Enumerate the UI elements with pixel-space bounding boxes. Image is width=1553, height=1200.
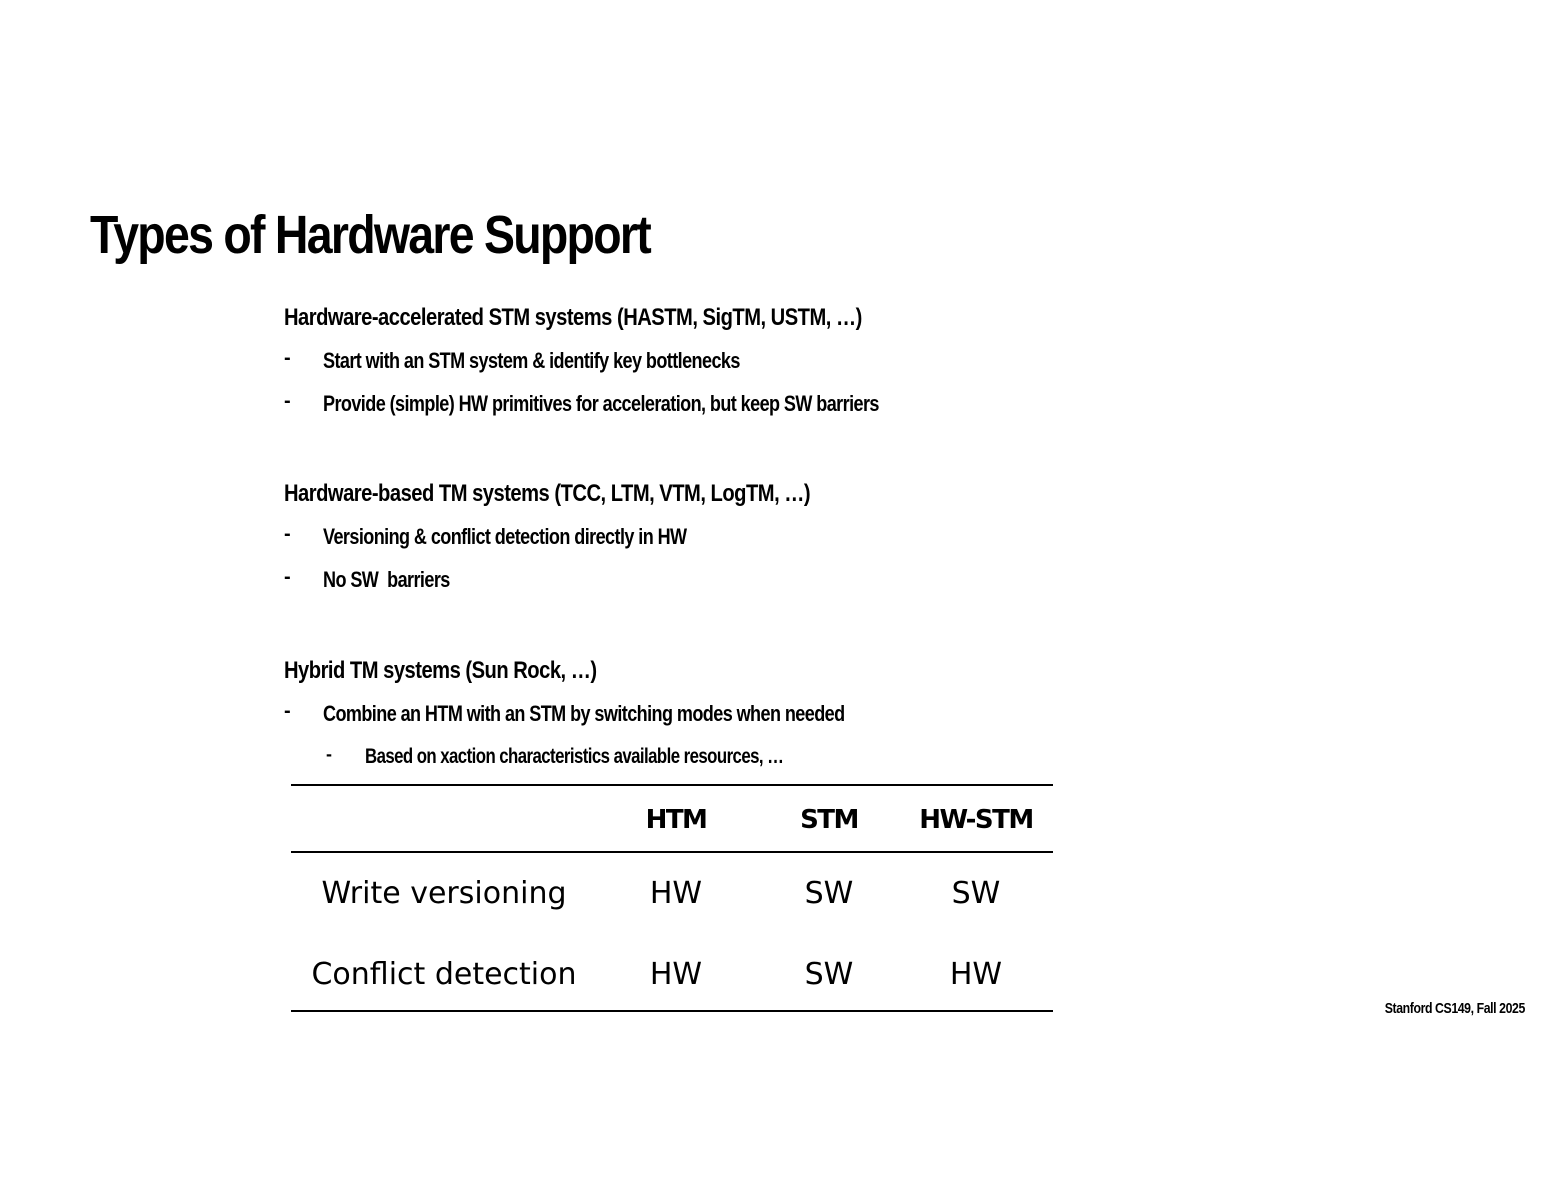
section-hardware-accelerated-stm [284,303,972,419]
section-hybrid-tm [284,656,845,772]
table-cell: SW [804,876,854,911]
table-cell: HW [949,957,1003,992]
section-heading: Hardware-based TM systems (TCC, LTM, VTM, LogTM, …) [284,480,811,507]
bullet-dash: - [284,566,291,588]
table-top-rule [291,784,1053,786]
bullet-dash: - [284,390,291,412]
bullet-item [284,346,972,376]
column-header-hw-stm: HW-STM [919,805,1033,835]
bullet-text: Start with an STM system & identify key bottlenecks [323,348,740,373]
row-label-write-versioning: Write versioning [321,876,567,911]
bullet-dash: - [326,744,332,764]
table-cell: SW [804,957,854,992]
section-hardware-based-tm [284,479,910,595]
course-footer: Stanford CS149, Fall 2025 [1384,1000,1525,1017]
bullet-item [284,565,910,595]
column-header-htm: HTM [645,805,707,835]
bullet-item [284,389,972,419]
table-bottom-rule [291,1010,1053,1012]
sub-bullet-text: Based on xaction characteristics available resources, … [365,745,784,768]
table-cell: SW [951,876,1001,911]
bullet-text: Provide (simple) HW primitives for acceleration, but keep SW barriers [323,391,879,416]
row-label-conflict-detection: Conflict detection [311,957,577,992]
sub-bullet-item [284,742,784,772]
table-cell: HW [649,876,703,911]
bullet-item [284,522,910,552]
bullet-dash: - [284,523,291,545]
slide-title: Types of Hardware Support [90,205,650,265]
section-heading: Hardware-accelerated STM systems (HASTM, SigTM, USTM, …) [284,304,862,331]
bullet-dash: - [284,347,291,369]
bullet-text: Versioning & conflict detection directly in HW [323,524,687,549]
table-header-rule [291,851,1053,853]
table-cell: HW [649,957,703,992]
column-header-stm: STM [800,805,858,835]
section-heading: Hybrid TM systems (Sun Rock, …) [284,657,597,684]
bullet-text: Combine an HTM with an STM by switching modes when needed [323,701,845,726]
bullet-item [284,699,845,729]
bullet-text: No SW barriers [323,567,450,592]
bullet-dash: - [284,700,291,722]
